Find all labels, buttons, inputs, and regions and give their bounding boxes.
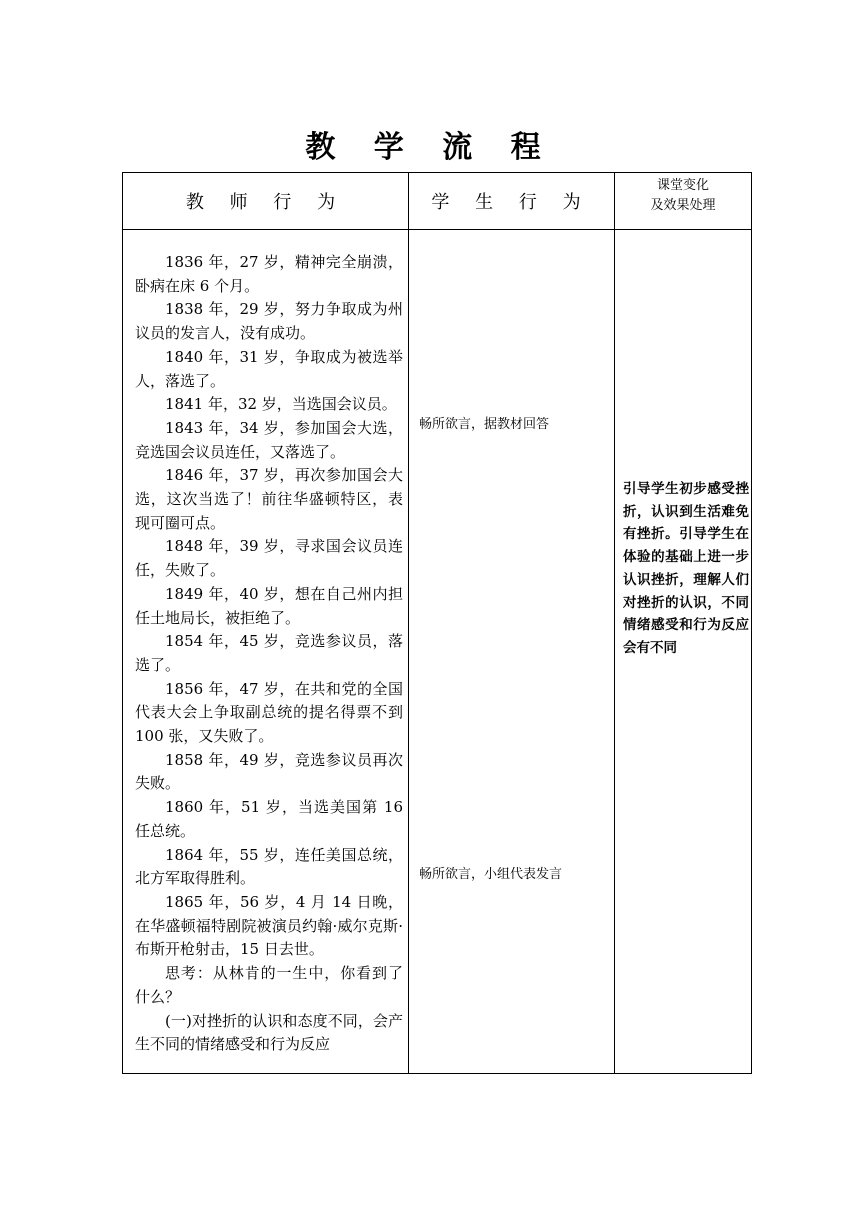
- teacher-paragraph: 1860 年，51 岁，当选美国第 16 任总统。: [135, 798, 403, 840]
- teacher-paragraph: 1865 年，56 岁，4 月 14 日晚，在华盛顿福特剧院被演员约翰·威尔克斯·布斯开枪射击，15 日去世。: [135, 892, 403, 959]
- teacher-paragraph: 1848 年，39 岁，寻求国会议员连任，失败了。: [135, 537, 403, 580]
- header-effect-line1: 课堂变化: [656, 178, 709, 193]
- header-student: 学 生 行 为: [431, 192, 591, 213]
- page-title: 教 学 流 程: [305, 130, 555, 165]
- teacher-paragraph: (一)对挫折的认识和态度不同，会产生不同的情绪感受和行为反应: [135, 1011, 403, 1054]
- student-note-2: 畅所欲言，小组代表发言: [419, 867, 563, 882]
- column-divider-1: [408, 173, 409, 1073]
- column-divider-2: [614, 173, 615, 1073]
- teacher-paragraph: 1836 年，27 岁，精神完全崩溃，卧病在床 6 个月。: [135, 253, 403, 295]
- lesson-flow-table: [122, 172, 752, 1074]
- teacher-paragraph: 1858 年，49 岁，竞选参议员再次失败。: [135, 750, 403, 793]
- student-note-1: 畅所欲言，据教材回答: [419, 417, 550, 432]
- teacher-paragraph: 1841 年，32 岁，当选国会议员。: [165, 395, 397, 414]
- teacher-behavior-cell: [135, 251, 403, 1057]
- header-teacher: 教 师 行 为: [185, 192, 346, 213]
- header-divider: [123, 229, 751, 230]
- teacher-paragraph: 1846 年，37 岁，再次参加国会大选，这次当选了！前往华盛顿特区，表现可圈可点。: [135, 466, 403, 532]
- teacher-paragraph: 1843 年，34 岁，参加国会大选，竞选国会议员连任，又落选了。: [135, 418, 403, 461]
- header-effect: [614, 173, 752, 229]
- teacher-paragraph: 思考：从林肯的一生中，你看到了什么？: [135, 964, 403, 1006]
- effect-cell: 引导学生初步感受挫折，认识到生活难免有挫折。引导学生在体验的基础上进一步认识挫折，理解人们对挫折的认识，不同情绪感受和行为反应会有不同: [623, 481, 749, 656]
- teacher-paragraph: 1856 年，47 岁，在共和党的全国代表大会上争取副总统的提名得票不到 100 张，又失败了。: [135, 679, 403, 746]
- teacher-paragraph: 1864 年，55 岁，连任美国总统，北方军取得胜利。: [135, 845, 403, 888]
- teacher-paragraph: 1838 年，29 岁，努力争取成为州议员的发言人，没有成功。: [135, 300, 403, 343]
- teacher-paragraph: 1854 年，45 岁，竞选参议员，落选了。: [135, 632, 403, 674]
- teacher-paragraph: 1840 年，31 岁，争取成为被选举人，落选了。: [135, 347, 403, 390]
- header-effect-line2: 及效果处理: [650, 198, 716, 213]
- teacher-paragraph: 1849 年，40 岁，想在自己州内担任土地局长，被拒绝了。: [135, 584, 403, 627]
